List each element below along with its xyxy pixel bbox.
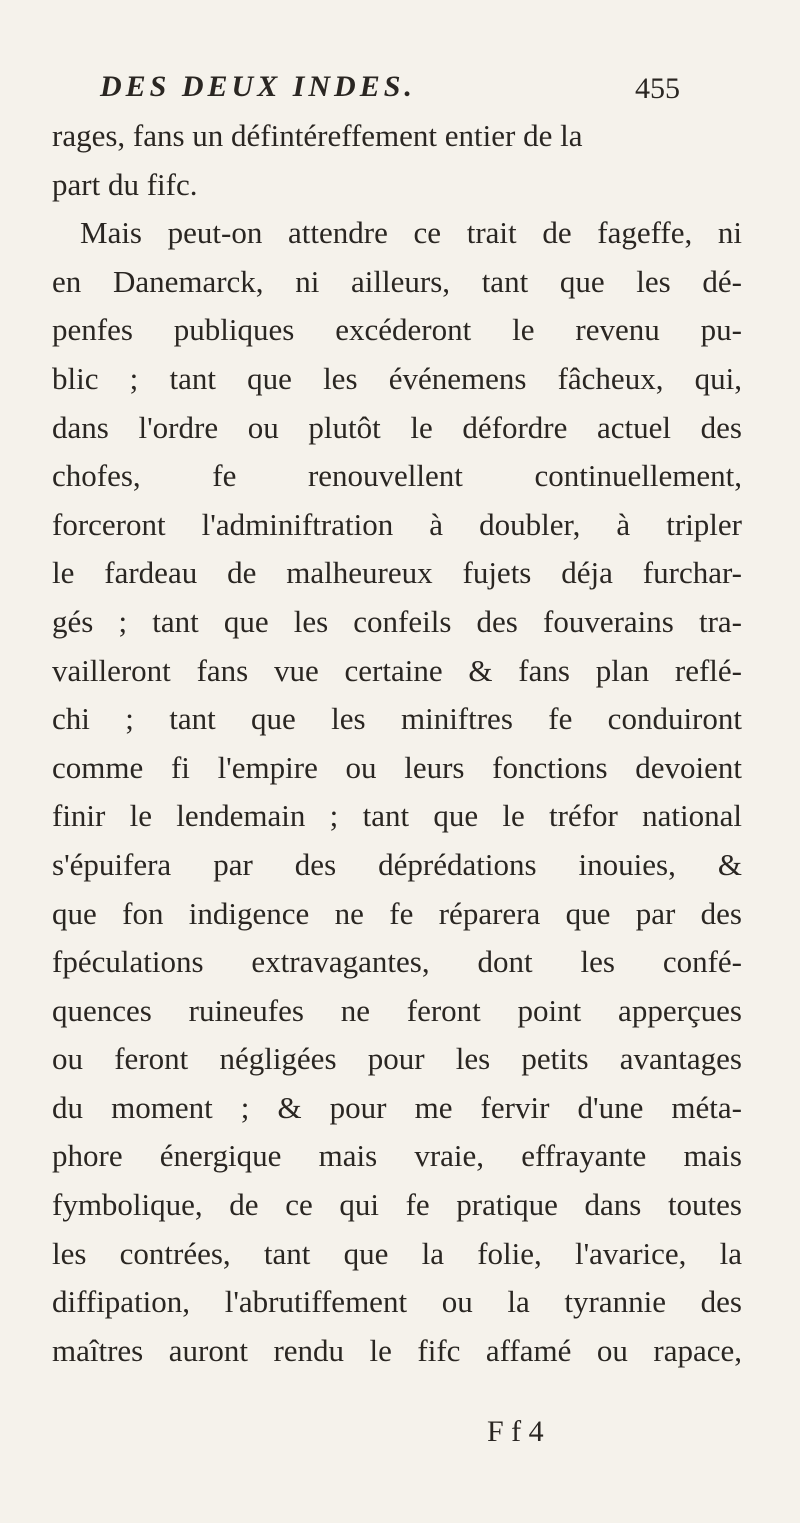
running-head <box>100 70 680 114</box>
text-line: s'épuifera par des déprédations inouies, & <box>52 846 742 882</box>
text-line: Mais peut-on attendre ce trait de fageffe, ni <box>80 215 742 251</box>
text-line: en Danemarck, ni ailleurs, tant que les dé- <box>52 263 742 299</box>
text-line: quences ruineufes ne feront point apperçues <box>52 992 742 1028</box>
running-title: DES DEUX INDES. <box>100 70 416 103</box>
signature-mark: F f 4 <box>487 1415 544 1448</box>
text-line: maîtres auront rendu le fifc affamé ou rapace, <box>52 1332 742 1368</box>
text-line: penfes publiques excéderont le revenu pu- <box>52 312 742 348</box>
text-line: chi ; tant que les miniftres fe conduiront <box>52 701 742 737</box>
text-line: finir le lendemain ; tant que le tréfor national <box>52 798 742 834</box>
text-line: rages, fans un défintéreffement entier de la <box>52 118 583 153</box>
text-line: ou feront négligées pour les petits avantages <box>52 1041 742 1077</box>
text-line: dans l'ordre ou plutôt le défordre actuel des <box>52 409 742 445</box>
body-text <box>52 112 742 1375</box>
text-line: les contrées, tant que la folie, l'avarice, la <box>52 1235 742 1271</box>
text-line: forceront l'adminiftration à doubler, à tripler <box>52 506 742 542</box>
text-line: diffipation, l'abrutiffement ou la tyrannie des <box>52 1284 742 1320</box>
text-line: gés ; tant que les confeils des fouverains tra- <box>52 603 742 639</box>
text-line: vailleront fans vue certaine & fans plan reflé- <box>52 652 742 688</box>
page-number: 455 <box>635 72 680 105</box>
text-line: blic ; tant que les événemens fâcheux, qui, <box>52 360 742 396</box>
text-line: phore énergique mais vraie, effrayante mais <box>52 1138 742 1174</box>
text-line: fymbolique, de ce qui fe pratique dans toutes <box>52 1187 742 1223</box>
text-line: part du fifc. <box>52 166 198 202</box>
text-line: chofes, fe renouvellent continuellement, <box>52 458 742 494</box>
text-line: comme fi l'empire ou leurs fonctions devoient <box>52 749 742 785</box>
text-line: le fardeau de malheureux fujets déja furchar- <box>52 555 742 591</box>
text-line: que fon indigence ne fe réparera que par des <box>52 895 742 931</box>
text-line: du moment ; & pour me fervir d'une méta- <box>52 1089 742 1125</box>
text-line: fpéculations extravagantes, dont les confé- <box>52 944 742 980</box>
